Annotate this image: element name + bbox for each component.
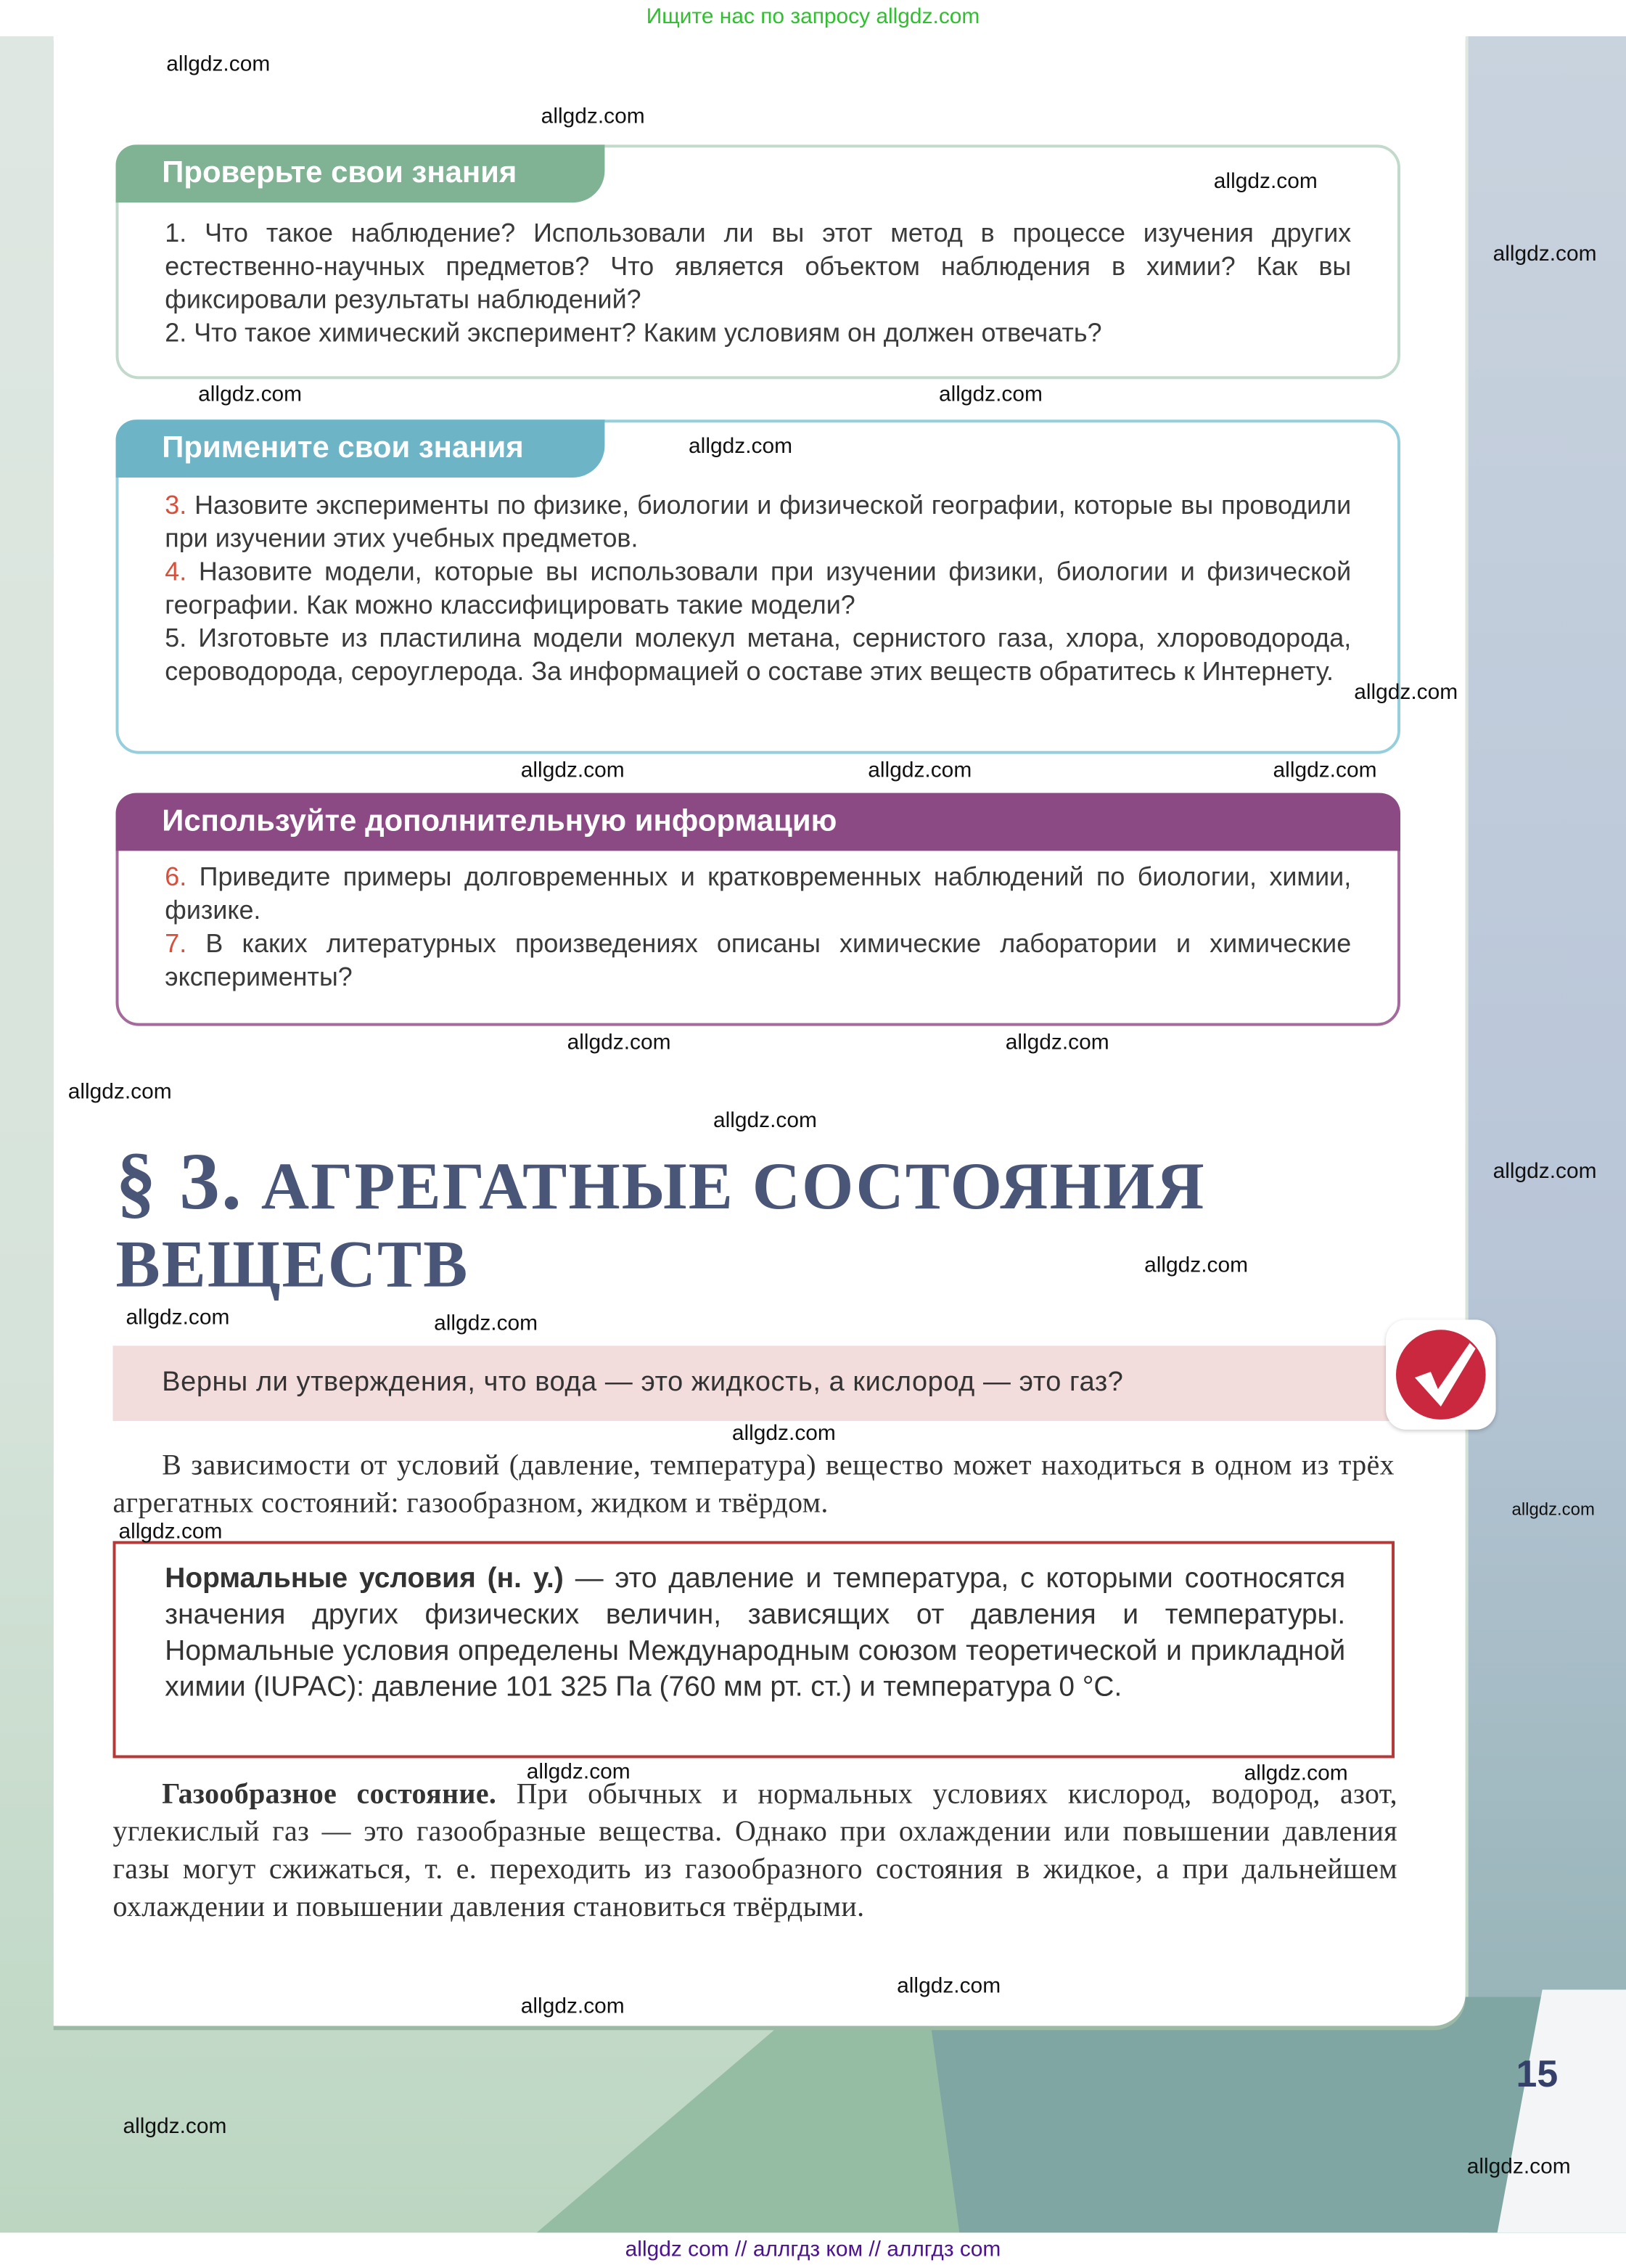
watermark: allgdz.com xyxy=(1354,680,1458,705)
question-7 xyxy=(165,928,1351,994)
watermark: allgdz.com xyxy=(938,382,1043,407)
watermark: allgdz.com xyxy=(198,382,303,407)
watermark: allgdz.com xyxy=(520,758,625,783)
page-number: 15 xyxy=(1516,2052,1559,2096)
apply-knowledge-title: Примените свои знания xyxy=(116,419,605,478)
watermark: allgdz.com xyxy=(731,1420,836,1446)
watermark: allgdz.com xyxy=(1213,169,1318,195)
extra-info-questions xyxy=(165,861,1351,994)
question-number: 5. xyxy=(165,623,187,653)
intro-paragraph xyxy=(113,1447,1395,1523)
checkmark-icon xyxy=(1386,1319,1496,1430)
definition-term: Нормальные условия (н. у.) xyxy=(165,1563,564,1595)
definition-box xyxy=(113,1541,1395,1758)
question-band xyxy=(113,1346,1392,1421)
question-number: 3. xyxy=(165,490,187,520)
question-1: 1. Что такое наблюдение? Использовали ли вы этот метод в процессе изучения других естественно-научных предметов? Что является объектом наблюдения в химии? Как вы фиксировали результаты наблюдений? xyxy=(165,218,1352,314)
watermark: allgdz.com xyxy=(1511,1499,1595,1520)
question-6 xyxy=(165,861,1351,928)
watermark: allgdz.com xyxy=(520,1994,625,2019)
question-text: Назовите модели, которые вы использовали при изучении физики, биологии и физической географии. Как можно классифицировать такие модели? xyxy=(165,557,1352,620)
section-title-line2: ВЕЩЕСТВ xyxy=(115,1227,469,1301)
question-5 xyxy=(165,622,1351,689)
question-3 xyxy=(165,489,1351,556)
check-knowledge-box xyxy=(116,144,1400,379)
extra-info-box xyxy=(116,793,1400,1026)
definition-text: — это давление и температура, с которыми соотносятся значения других физических величин, зависящих от давления и температуры. Нормальные условия определены Международным союзом теоретической и прикладной химии (IUPAC): давление 101 325 Па (760 мм рт. ст.) и температура 0 °С. xyxy=(165,1563,1346,1703)
watermark: allgdz.com xyxy=(126,1305,230,1330)
question-text: Приведите примеры долговременных и кратковременных наблюдений по биологии, химии, физике. xyxy=(165,862,1352,925)
question-2: 2. Что такое химический эксперимент? Каким условиям он должен отвечать? xyxy=(165,318,1102,348)
question-number: 4. xyxy=(165,557,187,586)
section-heading xyxy=(115,1137,1206,1303)
question-text: Верны ли утверждения, что вода — это жидкость, а кислород — это газ? xyxy=(162,1367,1124,1399)
watermark: allgdz.com xyxy=(1005,1030,1109,1055)
question-text: В каких литературных произведениях описаны химические лаборатории и химические эксперименты? xyxy=(165,929,1352,991)
question-number: 6. xyxy=(165,862,187,892)
watermark: allgdz.com xyxy=(713,1108,817,1134)
watermark: allgdz.com xyxy=(434,1311,538,1336)
apply-knowledge-questions xyxy=(165,489,1351,689)
section-number: § 3. xyxy=(115,1137,243,1227)
definition-content xyxy=(165,1561,1345,1706)
watermark: allgdz.com xyxy=(67,1079,172,1105)
question-text: Изготовьте из пластилина модели молекул метана, сернистого газа, хлора, хлороводорода, сероводорода, сероуглерода. За информацией о составе этих веществ обратитесь к Интернету. xyxy=(165,623,1352,687)
watermark: allgdz.com xyxy=(1273,758,1377,783)
watermark: allgdz.com xyxy=(1492,1159,1597,1184)
gas-text: При обычных и нормальных условиях кислород, водород, азот, углекислый газ — это газообразные вещества. Однако при охлаждении или повышении давления газы могут сжижаться, т. е. переходить из газообразного состояния в жидкое, а при дальнейшем охлаждении и повышении давления становиться твёрдыми. xyxy=(112,1778,1398,1923)
watermark: allgdz.com xyxy=(567,1030,671,1055)
watermark: allgdz.com xyxy=(868,758,972,783)
check-knowledge-title: Проверьте свои знания xyxy=(116,144,605,202)
watermark: allgdz.com xyxy=(123,2113,227,2139)
question-number: 7. xyxy=(165,929,187,958)
watermark: allgdz.com xyxy=(897,1973,1001,1999)
watermark: allgdz.com xyxy=(1466,2154,1571,2179)
watermark: allgdz.com xyxy=(1492,241,1597,266)
section-title-line1: АГРЕГАТНЫЕ СОСТОЯНИЯ xyxy=(260,1149,1206,1223)
watermark: allgdz.com xyxy=(526,1759,631,1785)
watermark: allgdz.com xyxy=(1144,1253,1249,1278)
watermark: allgdz.com xyxy=(1244,1761,1348,1786)
intro-text: В зависимости от условий (давление, температура) вещество может находиться в одном из трёх агрегатных состояний: газообразном, жидком и твёрдом. xyxy=(112,1449,1395,1520)
check-knowledge-questions xyxy=(165,217,1351,350)
footer-links[interactable]: allgdz com // аллгдз ком // аллгдз com xyxy=(0,2232,1626,2267)
question-text: Назовите эксперименты по физике, биологии и физической географии, которые вы проводили при изучении этих учебных предметов. xyxy=(165,490,1352,553)
gas-paragraph xyxy=(113,1775,1397,1925)
watermark: allgdz.com xyxy=(166,52,271,77)
top-banner[interactable]: Ищите нас по запросу allgdz.com xyxy=(0,0,1626,36)
watermark: allgdz.com xyxy=(541,104,645,129)
question-4 xyxy=(165,556,1351,623)
watermark: allgdz.com xyxy=(689,434,793,459)
right-margin-background xyxy=(1466,36,1626,2233)
extra-info-title: Используйте дополнительную информацию xyxy=(116,793,1400,851)
watermark: allgdz.com xyxy=(118,1519,223,1544)
apply-knowledge-box xyxy=(116,419,1400,754)
gas-term: Газообразное состояние. xyxy=(162,1778,497,1811)
